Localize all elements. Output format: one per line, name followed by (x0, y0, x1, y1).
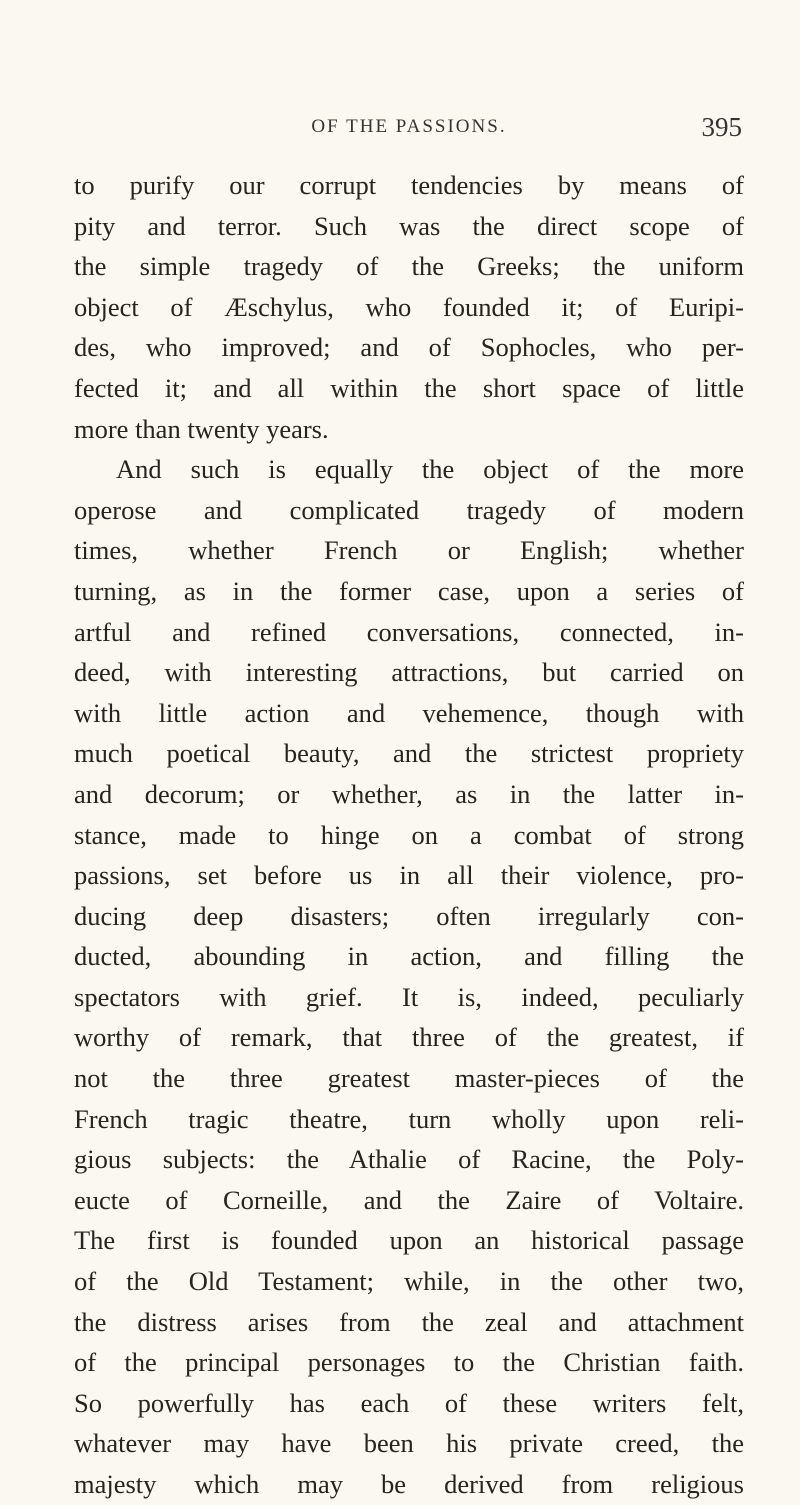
text-line: of the principal personages to the Christian faith. (74, 1347, 744, 1378)
text-line: ducing deep disasters; often irregularly con- (74, 900, 744, 931)
running-title: OF THE PASSIONS. (311, 116, 507, 137)
page-number: 395 (701, 112, 742, 142)
text-line: to purify our corrupt tendencies by means of (74, 170, 744, 200)
text-line: turning, as in the former case, upon a series of (74, 575, 744, 606)
text-line: worthy of remark, that three of the greatest, if (74, 1022, 744, 1053)
text-line: much poetical beauty, and the strictest propriety (74, 738, 744, 769)
body-text (74, 165, 744, 1505)
text-line: majesty which may be derived from religious (74, 1469, 744, 1499)
text-line: fected it; and all within the short space of little (74, 372, 744, 403)
text-line: ducted, abounding in action, and filling the (74, 941, 744, 972)
text-line: French tragic theatre, turn wholly upon reli- (74, 1103, 744, 1134)
text-line: the simple tragedy of the Greeks; the uniform (74, 251, 744, 282)
text-line: and decorum; or whether, as in the latter in- (74, 778, 744, 809)
text-line: the distress arises from the zeal and attachment (74, 1306, 744, 1337)
text-line: So powerfully has each of these writers felt, (74, 1387, 744, 1418)
text-line: artful and refined conversations, connected, in- (74, 616, 744, 647)
text-line: object of Æschylus, who founded it; of Euripi- (74, 291, 744, 322)
text-line: operose and complicated tragedy of modern (74, 494, 744, 525)
text-line: The first is founded upon an historical passage (74, 1225, 744, 1256)
text-line: spectators with grief. It is, indeed, peculiarly (74, 981, 744, 1012)
text-line: pity and terror. Such was the direct scope of (74, 210, 744, 241)
text-line: des, who improved; and of Sophocles, who per- (74, 332, 744, 363)
text-line: with little action and vehemence, though with (74, 697, 744, 728)
paragraph-start-line: And such is equally the object of the more (116, 454, 744, 485)
text-line: passions, set before us in all their violence, pro- (74, 860, 744, 891)
running-head (74, 112, 744, 148)
text-line: times, whether French or English; whether (74, 535, 744, 566)
text-line: eucte of Corneille, and the Zaire of Voltaire. (74, 1184, 744, 1215)
text-line: stance, made to hinge on a combat of strong (74, 819, 744, 850)
text-line: of the Old Testament; while, in the other two, (74, 1266, 744, 1297)
text-line: deed, with interesting attractions, but carried on (74, 657, 744, 688)
text-line: not the three greatest master-pieces of the (74, 1063, 744, 1094)
text-line: gious subjects: the Athalie of Racine, the Poly- (74, 1144, 744, 1175)
paragraph-end-line: more than twenty years. (74, 413, 329, 444)
text-line: whatever may have been his private creed, the (74, 1428, 744, 1459)
